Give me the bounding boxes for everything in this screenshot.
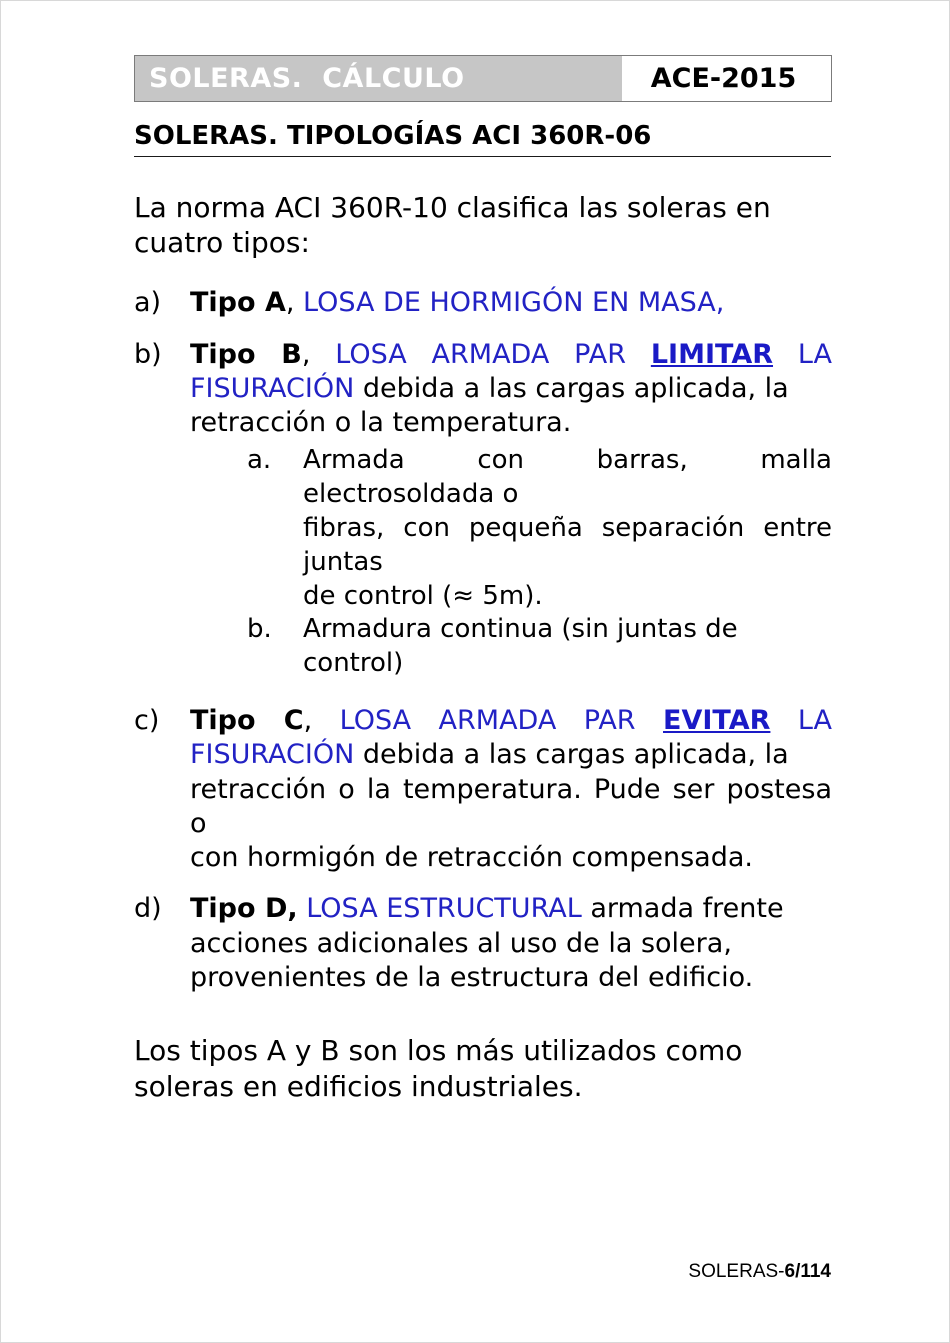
footer-page-number: 6/114 (784, 1261, 831, 1282)
tipo-d-highlight: LOSA ESTRUCTURAL (306, 893, 582, 925)
sublist-body-a (303, 444, 832, 613)
tipo-b-blue-post: LA FISURACIÓN (190, 338, 833, 404)
tipo-c-separator: , (303, 704, 340, 736)
types-list (134, 286, 832, 995)
document-header (134, 55, 832, 102)
list-marker-d: d) (134, 893, 162, 925)
tipo-c-blue-post: LA FISURACIÓN (190, 704, 832, 771)
tipo-d-rest-2: acciones adicionales al uso de la solera, (190, 927, 732, 959)
sublist-marker-a: a. (247, 445, 272, 476)
intro-paragraph (134, 190, 832, 262)
outro-paragraph (134, 1033, 832, 1105)
list-item-tipo-c (134, 704, 832, 875)
tipo-b-rest-2: retracción o la temperatura. (190, 407, 572, 439)
list-marker-c: c) (134, 704, 160, 736)
sublist-body-b (303, 613, 832, 681)
sublist-b-line-1: Armadura continua (sin juntas de control) (303, 614, 738, 679)
sublist-a-line-1: Armada con barras, malla electrosoldada o (303, 445, 832, 510)
page-footer (667, 1239, 831, 1305)
tipo-c-emphasis: EVITAR (663, 704, 771, 736)
tipo-c-blue-pre: LOSA ARMADA PAR (339, 704, 664, 736)
tipo-b-rest-1: debida a las cargas aplicada, la (354, 372, 789, 404)
header-course-code: ACE-2015 (650, 63, 797, 94)
sublist-marker-b: b. (247, 614, 272, 645)
tipo-b-emphasis: LIMITAR (650, 338, 774, 370)
sublist-a-line-2: fibras, con pequeña separación entre juntas (303, 512, 832, 577)
tipo-b-sublist (190, 444, 832, 681)
tipo-b-label: Tipo B (190, 338, 302, 370)
sublist-item-a (247, 444, 832, 613)
footer-prefix: SOLERAS- (688, 1261, 785, 1282)
list-body-tipo-d (190, 892, 832, 995)
tipo-d-separator (298, 893, 307, 924)
tipo-a-label: Tipo A (190, 287, 286, 319)
tipo-a-highlight: LOSA DE HORMIGÓN EN MASA, (303, 287, 725, 319)
header-course-title: SOLERAS. CÁLCULO (149, 63, 465, 94)
list-body-tipo-c (190, 704, 832, 875)
tipo-a-separator: , (285, 287, 304, 319)
list-item-tipo-a (134, 286, 832, 320)
outro-line-2: soleras en edificios industriales. (134, 1070, 583, 1104)
header-right-cell (622, 56, 831, 101)
tipo-b-separator: , (301, 338, 336, 370)
tipo-b-blue-pre: LOSA ARMADA PAR (335, 338, 651, 370)
tipo-c-rest-3: con hormigón de retracción compensada. (190, 842, 753, 874)
intro-line-2: cuatro tipos: (134, 226, 310, 260)
sublist-a-line-3: de control (≈ 5m). (303, 580, 543, 611)
list-marker-a: a) (134, 287, 162, 319)
tipo-d-rest-1: armada frente (581, 893, 784, 925)
header-left-cell (135, 56, 622, 101)
intro-line-1: La norma ACI 360R-10 clasifica las soleras en (134, 190, 771, 224)
tipo-c-rest-2: retracción o la temperatura. Pude ser postesa o (190, 773, 832, 839)
tipo-d-rest-3: provenientes de la estructura del edificio. (190, 961, 754, 993)
outro-line-1: Los tipos A y B son los más utilizados como (134, 1034, 743, 1068)
page-content (134, 55, 832, 1105)
list-body-tipo-b (190, 338, 832, 687)
list-marker-b: b) (134, 338, 162, 370)
tipo-d-label: Tipo D, (190, 893, 298, 925)
list-body-tipo-a (190, 286, 832, 320)
list-item-tipo-b (134, 338, 832, 687)
list-item-tipo-d (134, 892, 832, 995)
tipo-c-label: Tipo C (190, 704, 304, 736)
page-title: SOLERAS. TIPOLOGÍAS ACI 360R-06 (134, 121, 652, 151)
tipo-c-rest-1: debida a las cargas aplicada, la (354, 739, 789, 771)
sublist-item-b (247, 613, 832, 681)
title-divider (134, 156, 831, 157)
